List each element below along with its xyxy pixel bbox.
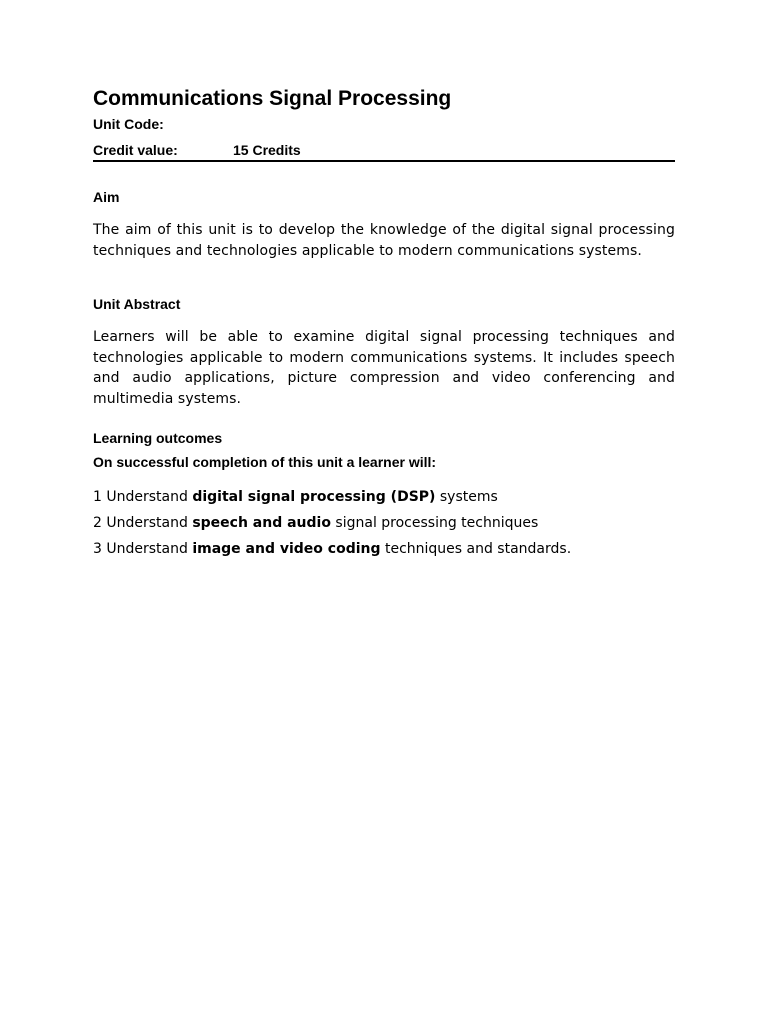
outcome-prefix: 3 Understand [93,541,193,557]
aim-heading: Aim [93,189,120,205]
outcome-prefix: 1 Understand [93,489,193,505]
outcome-suffix: signal processing techniques [330,515,539,531]
unit-abstract-text: Learners will be able to examine digital signal processing techniques and technologies applicable to modern communications systems. It includes speech and audio applications, picture compression and video conferencing and multimedia systems. [93,329,675,407]
outcome-suffix: techniques and standards. [380,541,572,557]
learning-outcome-item [93,539,675,559]
document-page [93,84,675,559]
document-title: Communications Signal Processing [93,87,452,110]
learning-outcome-item [93,487,675,507]
aim-text: The aim of this unit is to develop the knowledge of the digital signal processing techniques and technologies applicable to modern communications systems. [93,222,675,259]
outcome-prefix: 2 Understand [93,515,193,531]
learning-outcomes-heading: Learning outcomes [93,430,223,446]
outcome-emphasis: speech and audio [192,515,331,531]
credit-value: 15 Credits [233,142,301,158]
unit-code-label: Unit Code: [93,116,164,132]
credit-value-label: Credit value: [93,142,178,158]
outcome-emphasis: digital signal processing (DSP) [192,489,436,505]
outcome-emphasis: image and video coding [192,541,381,557]
learning-outcome-item [93,513,675,533]
unit-abstract-heading: Unit Abstract [93,296,181,312]
learning-outcomes-intro: On successful completion of this unit a learner will: [93,454,437,470]
credit-value-row [93,141,675,162]
outcome-suffix: systems [435,489,498,505]
